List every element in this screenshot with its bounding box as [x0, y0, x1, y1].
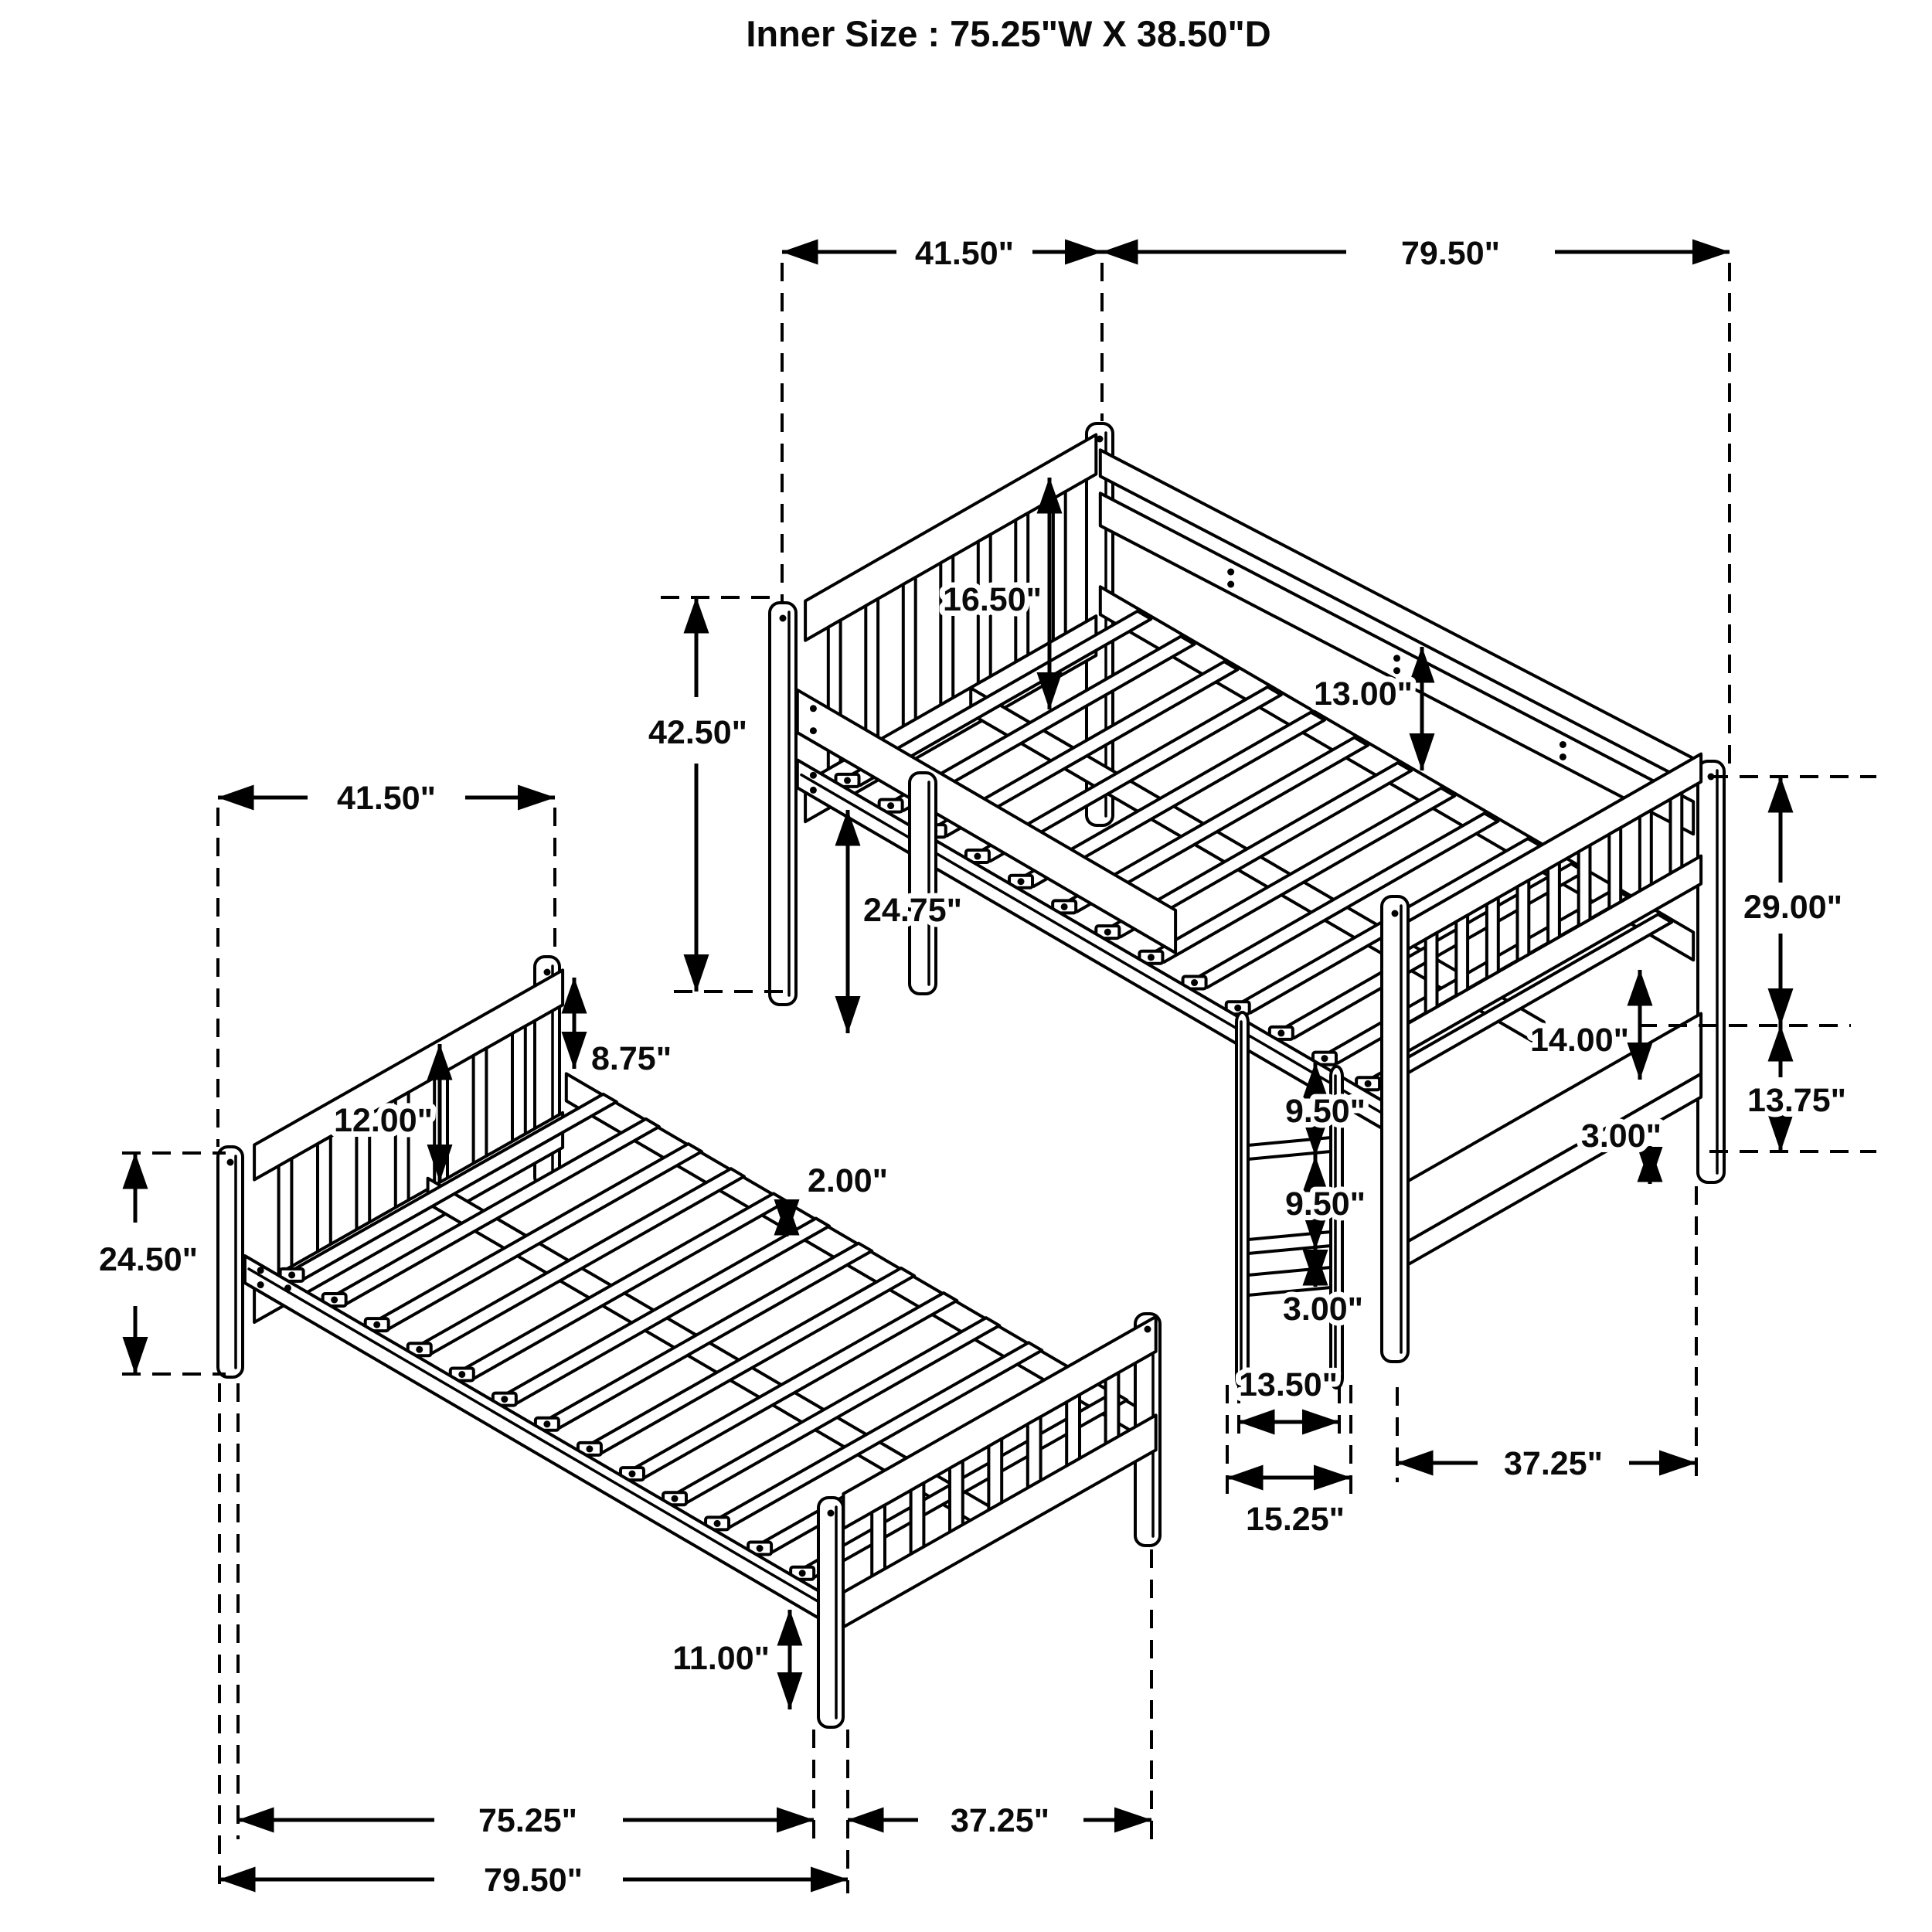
- dim-label-rail-to-slat: 13.00": [1314, 675, 1413, 713]
- dim-label-lower-inner-length: 75.25": [478, 1802, 577, 1839]
- dim-label-lower-head-width: 41.50": [337, 780, 436, 817]
- dim-label-ladder-step-1: 9.50": [1284, 1093, 1366, 1130]
- dim-label-footboard-lip: 3.00": [1580, 1117, 1662, 1155]
- dim-label-side-rail-height: 8.75": [591, 1040, 672, 1077]
- dim-label-right-lower-height: 13.75": [1747, 1082, 1846, 1119]
- page-title: Inner Size : 75.25"W X 38.50"D: [746, 13, 1271, 54]
- dim-label-ladder-step-2: 9.50": [1284, 1185, 1366, 1223]
- dimension-arrow-lines: [135, 252, 1781, 1879]
- dim-label-ladder-bottom-step: 3.00": [1282, 1291, 1364, 1328]
- dim-label-under-clearance: 24.75": [863, 892, 962, 929]
- dim-label-ladder-outer-width: 15.25": [1246, 1501, 1345, 1538]
- dim-label-lower-post-height: 24.50": [99, 1241, 198, 1278]
- dimension-labels: [99, 235, 1846, 1899]
- dim-label-slat-rail-thickness: 2.00": [807, 1162, 889, 1199]
- dim-label-lower-spindle-height: 12.00": [334, 1102, 433, 1139]
- dim-label-right-upper-height: 29.00": [1743, 889, 1842, 926]
- twin-bed-drawing: [218, 957, 1160, 1727]
- dim-label-ladder-inner-width: 13.50": [1239, 1366, 1338, 1403]
- dim-label-lower-foot-depth: 37.25": [951, 1802, 1049, 1839]
- dim-label-upper-head-width: 41.50": [915, 235, 1014, 272]
- dim-label-lower-total-length: 79.50": [484, 1862, 583, 1899]
- dim-label-footboard-gap: 14.00": [1530, 1022, 1629, 1059]
- dim-label-upper-total-width: 79.50": [1401, 235, 1500, 272]
- dim-label-upper-depth: 37.25": [1504, 1445, 1603, 1482]
- dim-label-leg-height: 11.00": [672, 1640, 770, 1677]
- dim-label-headboard-spindle-height: 16.50": [943, 581, 1042, 618]
- dim-label-left-post-height: 42.50": [648, 714, 747, 751]
